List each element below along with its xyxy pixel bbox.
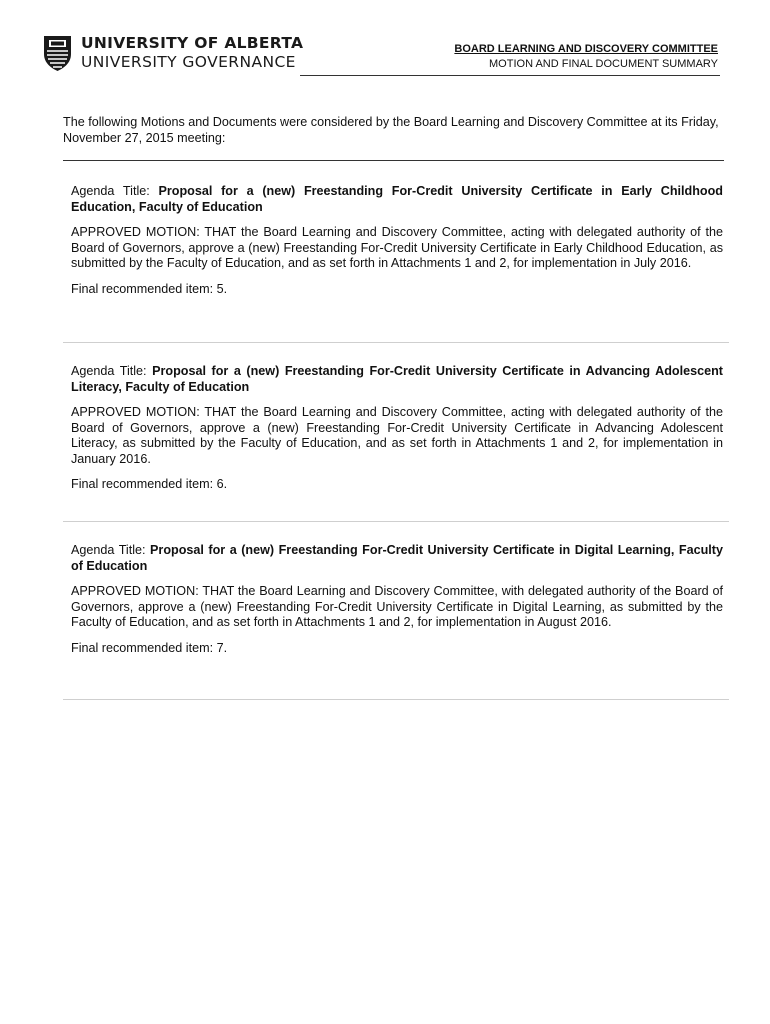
committee-title: BOARD LEARNING AND DISCOVERY COMMITTEE <box>454 43 718 55</box>
logo-subtitle: UNIVERSITY GOVERNANCE <box>81 52 296 71</box>
logo-title: UNIVERSITY OF ALBERTA <box>81 34 304 52</box>
intro-divider <box>63 160 724 161</box>
item-divider <box>63 699 729 700</box>
item-divider <box>63 521 729 522</box>
approved-motion: APPROVED MOTION: THAT the Board Learning and Discovery Committee, acting with delegated authority of the Board of Governors, approve a (new) Freestanding For-Credit University Certificate in Advancing Adolescent Literacy, as submitted by the Faculty of Education, and as set forth in Attachments 1 and 2, for implementation in January 2016. <box>71 405 723 466</box>
agenda-title: Proposal for a (new) Freestanding For-Credit University Certificate in Digital Learning, Faculty of Education <box>71 543 724 573</box>
agenda-item <box>71 364 723 493</box>
intro-paragraph: The following Motions and Documents were considered by the Board Learning and Discovery Committee at its Friday, November 27, 2015 meeting: <box>63 115 719 145</box>
agenda-title-line <box>71 364 723 395</box>
approved-motion: APPROVED MOTION: THAT the Board Learning and Discovery Committee, acting with delegated authority of the Board of Governors, approve a (new) Freestanding For-Credit University Certificate in Early Childhood Education, as submitted by the Faculty of Education, and as set forth in Attachments 1 and 2, for implementation in July 2016. <box>71 225 723 270</box>
agenda-item <box>71 543 723 656</box>
item-divider <box>63 342 729 343</box>
agenda-item <box>71 184 723 297</box>
header-divider <box>300 75 720 76</box>
final-recommended-item: Final recommended item: 6. <box>71 477 228 491</box>
agenda-title-line <box>71 543 723 574</box>
agenda-title-line <box>71 184 723 215</box>
agenda-prefix: Agenda Title: <box>71 364 153 378</box>
agenda-prefix: Agenda Title: <box>71 184 159 198</box>
approved-motion: APPROVED MOTION: THAT the Board Learning and Discovery Committee, with delegated authority of the Board of Governors, approve a (new) Freestanding For-Credit University Certificate in Digital Learning, as submitted by the Faculty of Education, and as set forth in Attachments 1 and 2, for implementation in August 2016. <box>71 584 723 629</box>
final-recommended-item: Final recommended item: 5. <box>71 281 228 296</box>
agenda-title: Proposal for a (new) Freestanding For-Credit University Certificate in Advancing Adolescent Literacy, Faculty of Education <box>71 364 724 394</box>
agenda-title: Proposal for a (new) Freestanding For-Credit University Certificate in Early Childhood Education, Faculty of Education <box>71 184 723 214</box>
document-subtitle: MOTION AND FINAL DOCUMENT SUMMARY <box>489 58 718 70</box>
document-header <box>454 42 718 72</box>
university-crest-icon <box>42 34 73 72</box>
agenda-prefix: Agenda Title: <box>71 543 151 557</box>
university-logo <box>42 34 303 72</box>
final-recommended-item: Final recommended item: 7. <box>71 640 228 655</box>
